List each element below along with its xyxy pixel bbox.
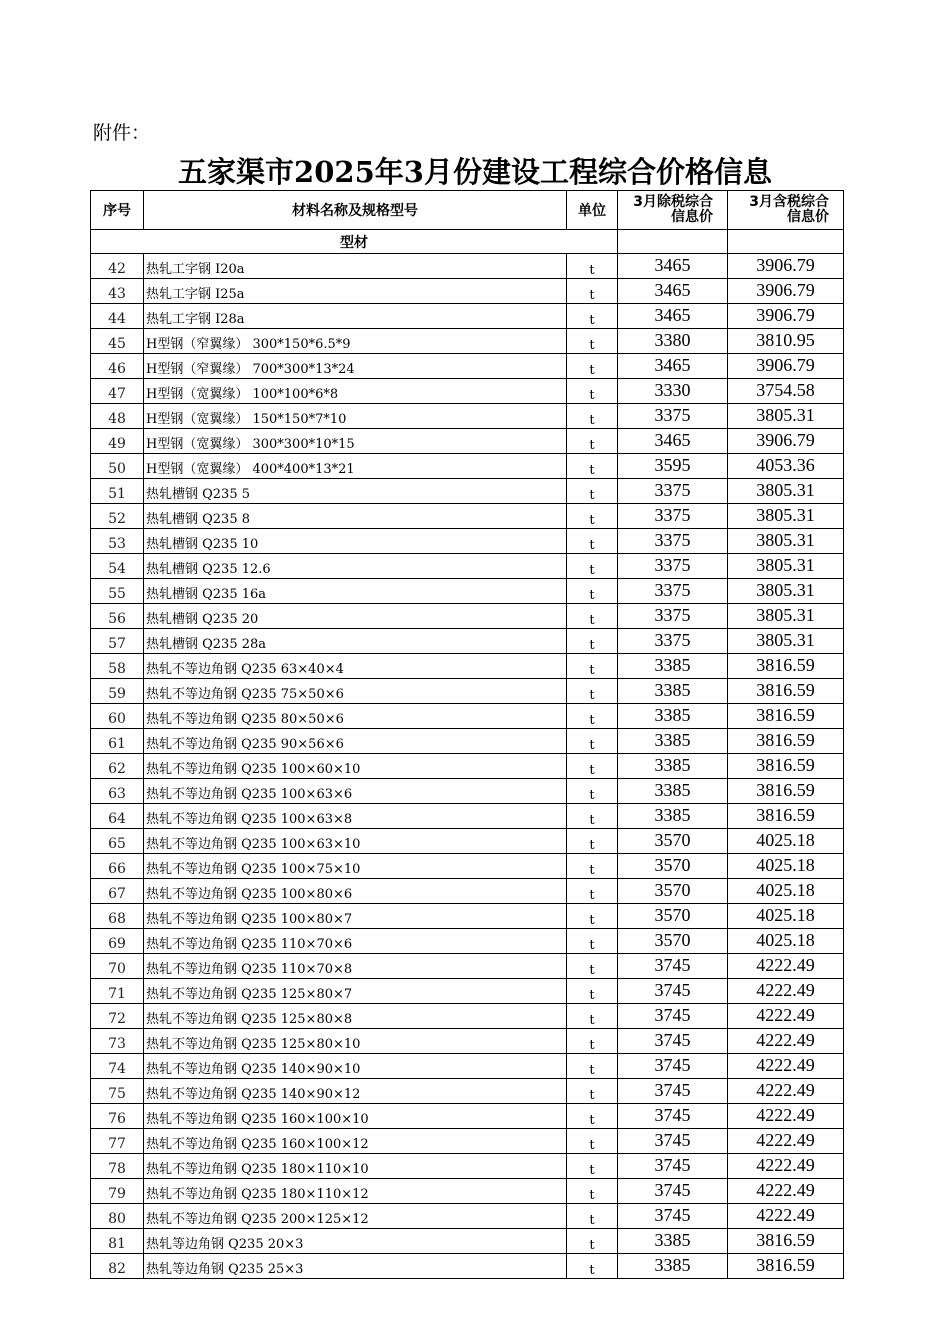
price-inc-tax: 3816.59: [728, 754, 844, 779]
unit: t: [567, 679, 618, 704]
price-inc-tax: 4222.49: [728, 1029, 844, 1054]
table-row: [91, 854, 844, 879]
price-ex-tax: 3375: [618, 504, 728, 529]
unit: t: [567, 379, 618, 404]
unit: t: [567, 1154, 618, 1179]
unit: t: [567, 1054, 618, 1079]
price-ex-tax: 3385: [618, 679, 728, 704]
row-number: 62: [91, 754, 144, 779]
price-inc-tax: 4222.49: [728, 1004, 844, 1029]
table-row: [91, 629, 844, 654]
unit: t: [567, 629, 618, 654]
table-row: [91, 429, 844, 454]
price-inc-tax: 3816.59: [728, 779, 844, 804]
table-row: [91, 929, 844, 954]
unit: t: [567, 279, 618, 304]
price-ex-tax: 3465: [618, 279, 728, 304]
price-inc-tax: 3805.31: [728, 579, 844, 604]
unit: t: [567, 404, 618, 429]
price-inc-tax: 3816.59: [728, 704, 844, 729]
table-row: [91, 904, 844, 929]
table-row: [91, 604, 844, 629]
table-row: [91, 529, 844, 554]
table-row: [91, 1004, 844, 1029]
material-name: 热轧不等边角钢 Q235 180×110×10: [144, 1154, 567, 1179]
header-no: 序号: [91, 191, 144, 230]
row-number: 58: [91, 654, 144, 679]
row-number: 57: [91, 629, 144, 654]
table-row: [91, 1229, 844, 1254]
table-row: [91, 329, 844, 354]
row-number: 75: [91, 1079, 144, 1104]
section-label: 型材: [91, 230, 618, 254]
table-row: [91, 279, 844, 304]
material-name: 热轧不等边角钢 Q235 125×80×7: [144, 979, 567, 1004]
unit: t: [567, 954, 618, 979]
row-number: 81: [91, 1229, 144, 1254]
row-number: 42: [91, 254, 144, 279]
price-inc-tax: 3906.79: [728, 354, 844, 379]
unit: t: [567, 479, 618, 504]
price-ex-tax: 3595: [618, 454, 728, 479]
table-row: [91, 1154, 844, 1179]
price-ex-tax: 3385: [618, 779, 728, 804]
material-name: 热轧不等边角钢 Q235 160×100×10: [144, 1104, 567, 1129]
price-ex-tax: 3375: [618, 479, 728, 504]
unit: t: [567, 879, 618, 904]
row-number: 51: [91, 479, 144, 504]
price-ex-tax: 3375: [618, 554, 728, 579]
price-inc-tax: 3805.31: [728, 554, 844, 579]
unit: t: [567, 1104, 618, 1129]
row-number: 55: [91, 579, 144, 604]
row-number: 77: [91, 1129, 144, 1154]
table-row: [91, 879, 844, 904]
material-name: 热轧不等边角钢 Q235 110×70×6: [144, 929, 567, 954]
price-ex-tax: 3745: [618, 1004, 728, 1029]
table-row: [91, 354, 844, 379]
price-ex-tax: 3745: [618, 1104, 728, 1129]
price-inc-tax: 4222.49: [728, 1079, 844, 1104]
row-number: 71: [91, 979, 144, 1004]
table-row: [91, 1129, 844, 1154]
price-inc-tax: 3754.58: [728, 379, 844, 404]
table-header-row: [91, 191, 844, 230]
attachment-label: 附件：: [93, 122, 151, 144]
row-number: 43: [91, 279, 144, 304]
price-ex-tax: 3570: [618, 854, 728, 879]
unit: t: [567, 504, 618, 529]
row-number: 68: [91, 904, 144, 929]
table-row: [91, 1029, 844, 1054]
price-ex-tax: 3745: [618, 1179, 728, 1204]
table-row: [91, 1104, 844, 1129]
table-row: [91, 454, 844, 479]
header-name: 材料名称及规格型号: [144, 191, 567, 230]
row-number: 47: [91, 379, 144, 404]
material-name: 热轧槽钢 Q235 16a: [144, 579, 567, 604]
price-ex-tax: 3745: [618, 1054, 728, 1079]
price-inc-tax: 3816.59: [728, 654, 844, 679]
price-ex-tax: 3465: [618, 254, 728, 279]
unit: t: [567, 1204, 618, 1229]
material-name: 热轧不等边角钢 Q235 80×50×6: [144, 704, 567, 729]
material-name: 热轧不等边角钢 Q235 75×50×6: [144, 679, 567, 704]
unit: t: [567, 904, 618, 929]
unit: t: [567, 454, 618, 479]
table-row: [91, 404, 844, 429]
price-ex-tax: 3465: [618, 429, 728, 454]
header-price-ex-tax-line2: 信息价: [671, 209, 713, 225]
material-name: 热轧不等边角钢 Q235 110×70×8: [144, 954, 567, 979]
row-number: 78: [91, 1154, 144, 1179]
price-ex-tax: 3385: [618, 1229, 728, 1254]
material-name: 热轧不等边角钢 Q235 140×90×12: [144, 1079, 567, 1104]
unit: t: [567, 329, 618, 354]
row-number: 67: [91, 879, 144, 904]
table-row: [91, 554, 844, 579]
row-number: 50: [91, 454, 144, 479]
unit: t: [567, 704, 618, 729]
row-number: 65: [91, 829, 144, 854]
price-ex-tax: 3745: [618, 1204, 728, 1229]
page-title: 五家渠市2025年3月份建设工程综合价格信息: [178, 155, 772, 189]
price-inc-tax: 4025.18: [728, 829, 844, 854]
row-number: 59: [91, 679, 144, 704]
table-row: [91, 1079, 844, 1104]
price-inc-tax: 3906.79: [728, 254, 844, 279]
price-inc-tax: 4025.18: [728, 879, 844, 904]
unit: t: [567, 1254, 618, 1279]
price-ex-tax: 3375: [618, 579, 728, 604]
table-row: [91, 704, 844, 729]
unit: t: [567, 604, 618, 629]
price-ex-tax: 3385: [618, 754, 728, 779]
price-ex-tax: 3745: [618, 1079, 728, 1104]
section-empty-cell: [728, 230, 844, 254]
table-row: [91, 679, 844, 704]
table-row: [91, 504, 844, 529]
table-row: [91, 829, 844, 854]
price-ex-tax: 3385: [618, 729, 728, 754]
unit: t: [567, 304, 618, 329]
unit: t: [567, 754, 618, 779]
price-inc-tax: 3805.31: [728, 629, 844, 654]
unit: t: [567, 929, 618, 954]
unit: t: [567, 654, 618, 679]
table-row: [91, 654, 844, 679]
unit: t: [567, 1179, 618, 1204]
header-price-inc-tax: [728, 191, 844, 230]
price-inc-tax: 3816.59: [728, 1254, 844, 1279]
price-ex-tax: 3380: [618, 329, 728, 354]
material-name: 热轧不等边角钢 Q235 100×63×10: [144, 829, 567, 854]
unit: t: [567, 979, 618, 1004]
unit: t: [567, 1129, 618, 1154]
material-name: 热轧工字钢 I28a: [144, 304, 567, 329]
row-number: 66: [91, 854, 144, 879]
row-number: 64: [91, 804, 144, 829]
price-inc-tax: 3805.31: [728, 404, 844, 429]
price-inc-tax: 3906.79: [728, 304, 844, 329]
unit: t: [567, 1229, 618, 1254]
section-row: [91, 230, 844, 254]
table-row: [91, 254, 844, 279]
unit: t: [567, 804, 618, 829]
row-number: 60: [91, 704, 144, 729]
price-inc-tax: 3805.31: [728, 479, 844, 504]
price-ex-tax: 3385: [618, 704, 728, 729]
price-inc-tax: 3816.59: [728, 729, 844, 754]
price-ex-tax: 3570: [618, 879, 728, 904]
table-row: [91, 804, 844, 829]
material-name: 热轧不等边角钢 Q235 100×80×6: [144, 879, 567, 904]
price-table: [90, 190, 844, 1279]
price-inc-tax: 4053.36: [728, 454, 844, 479]
price-ex-tax: 3745: [618, 1029, 728, 1054]
unit: t: [567, 854, 618, 879]
row-number: 69: [91, 929, 144, 954]
price-inc-tax: 4025.18: [728, 854, 844, 879]
unit: t: [567, 829, 618, 854]
row-number: 70: [91, 954, 144, 979]
price-ex-tax: 3745: [618, 1129, 728, 1154]
table-row: [91, 729, 844, 754]
material-name: 热轧槽钢 Q235 5: [144, 479, 567, 504]
unit: t: [567, 529, 618, 554]
material-name: 热轧不等边角钢 Q235 100×63×6: [144, 779, 567, 804]
price-ex-tax: 3375: [618, 629, 728, 654]
table-row: [91, 954, 844, 979]
price-ex-tax: 3570: [618, 929, 728, 954]
price-ex-tax: 3330: [618, 379, 728, 404]
price-ex-tax: 3745: [618, 954, 728, 979]
price-inc-tax: 3805.31: [728, 504, 844, 529]
price-inc-tax: 4025.18: [728, 929, 844, 954]
unit: t: [567, 1079, 618, 1104]
price-ex-tax: 3375: [618, 529, 728, 554]
material-name: H型钢（宽翼缘） 100*100*6*8: [144, 379, 567, 404]
table-row: [91, 479, 844, 504]
price-ex-tax: 3385: [618, 804, 728, 829]
header-price-inc-tax-line1: 3月含税综合: [749, 194, 829, 210]
row-number: 48: [91, 404, 144, 429]
row-number: 72: [91, 1004, 144, 1029]
material-name: 热轧不等边角钢 Q235 90×56×6: [144, 729, 567, 754]
material-name: 热轧槽钢 Q235 8: [144, 504, 567, 529]
price-inc-tax: 4222.49: [728, 1129, 844, 1154]
material-name: 热轧等边角钢 Q235 20×3: [144, 1229, 567, 1254]
header-price-ex-tax: [618, 191, 728, 230]
price-ex-tax: 3375: [618, 404, 728, 429]
material-name: H型钢（宽翼缘） 150*150*7*10: [144, 404, 567, 429]
material-name: 热轧不等边角钢 Q235 140×90×10: [144, 1054, 567, 1079]
row-number: 74: [91, 1054, 144, 1079]
price-inc-tax: 4222.49: [728, 1154, 844, 1179]
price-ex-tax: 3745: [618, 1154, 728, 1179]
material-name: 热轧槽钢 Q235 20: [144, 604, 567, 629]
material-name: 热轧不等边角钢 Q235 180×110×12: [144, 1179, 567, 1204]
table-row: [91, 979, 844, 1004]
table-row: [91, 304, 844, 329]
row-number: 54: [91, 554, 144, 579]
table-row: [91, 1179, 844, 1204]
table-row: [91, 779, 844, 804]
price-ex-tax: 3375: [618, 604, 728, 629]
table-row: [91, 1054, 844, 1079]
price-ex-tax: 3745: [618, 979, 728, 1004]
table-row: [91, 579, 844, 604]
price-inc-tax: 3816.59: [728, 1229, 844, 1254]
material-name: H型钢（宽翼缘） 300*300*10*15: [144, 429, 567, 454]
header-price-inc-tax-line2: 信息价: [787, 209, 829, 225]
table-row: [91, 1254, 844, 1279]
unit: t: [567, 429, 618, 454]
row-number: 63: [91, 779, 144, 804]
unit: t: [567, 729, 618, 754]
price-inc-tax: 3810.95: [728, 329, 844, 354]
material-name: 热轧不等边角钢 Q235 100×80×7: [144, 904, 567, 929]
row-number: 52: [91, 504, 144, 529]
row-number: 49: [91, 429, 144, 454]
price-ex-tax: 3570: [618, 904, 728, 929]
price-inc-tax: 4222.49: [728, 1204, 844, 1229]
header-unit: 单位: [567, 191, 618, 230]
price-inc-tax: 3805.31: [728, 529, 844, 554]
row-number: 73: [91, 1029, 144, 1054]
row-number: 80: [91, 1204, 144, 1229]
unit: t: [567, 1004, 618, 1029]
material-name: 热轧工字钢 I25a: [144, 279, 567, 304]
price-inc-tax: 4222.49: [728, 1179, 844, 1204]
unit: t: [567, 354, 618, 379]
row-number: 53: [91, 529, 144, 554]
material-name: H型钢（宽翼缘） 400*400*13*21: [144, 454, 567, 479]
material-name: 热轧不等边角钢 Q235 100×63×8: [144, 804, 567, 829]
price-ex-tax: 3465: [618, 354, 728, 379]
material-name: 热轧不等边角钢 Q235 125×80×8: [144, 1004, 567, 1029]
price-inc-tax: 3805.31: [728, 604, 844, 629]
material-name: H型钢（窄翼缘） 300*150*6.5*9: [144, 329, 567, 354]
price-ex-tax: 3385: [618, 654, 728, 679]
table-row: [91, 379, 844, 404]
row-number: 44: [91, 304, 144, 329]
material-name: 热轧不等边角钢 Q235 125×80×10: [144, 1029, 567, 1054]
row-number: 61: [91, 729, 144, 754]
price-ex-tax: 3570: [618, 829, 728, 854]
row-number: 45: [91, 329, 144, 354]
price-inc-tax: 4222.49: [728, 979, 844, 1004]
price-inc-tax: 4222.49: [728, 1104, 844, 1129]
header-price-ex-tax-line1: 3月除税综合: [633, 194, 713, 210]
price-inc-tax: 3816.59: [728, 679, 844, 704]
row-number: 79: [91, 1179, 144, 1204]
price-inc-tax: 4222.49: [728, 954, 844, 979]
material-name: H型钢（窄翼缘） 700*300*13*24: [144, 354, 567, 379]
price-inc-tax: 4222.49: [728, 1054, 844, 1079]
section-empty-cell: [618, 230, 728, 254]
price-inc-tax: 4025.18: [728, 904, 844, 929]
table-row: [91, 1204, 844, 1229]
unit: t: [567, 579, 618, 604]
price-ex-tax: 3465: [618, 304, 728, 329]
row-number: 46: [91, 354, 144, 379]
material-name: 热轧槽钢 Q235 12.6: [144, 554, 567, 579]
price-inc-tax: 3906.79: [728, 429, 844, 454]
unit: t: [567, 1029, 618, 1054]
unit: t: [567, 254, 618, 279]
unit: t: [567, 554, 618, 579]
unit: t: [567, 779, 618, 804]
price-inc-tax: 3906.79: [728, 279, 844, 304]
material-name: 热轧不等边角钢 Q235 63×40×4: [144, 654, 567, 679]
material-name: 热轧槽钢 Q235 28a: [144, 629, 567, 654]
material-name: 热轧不等边角钢 Q235 200×125×12: [144, 1204, 567, 1229]
row-number: 82: [91, 1254, 144, 1279]
material-name: 热轧工字钢 I20a: [144, 254, 567, 279]
price-inc-tax: 3816.59: [728, 804, 844, 829]
material-name: 热轧等边角钢 Q235 25×3: [144, 1254, 567, 1279]
material-name: 热轧不等边角钢 Q235 100×60×10: [144, 754, 567, 779]
material-name: 热轧不等边角钢 Q235 160×100×12: [144, 1129, 567, 1154]
material-name: 热轧不等边角钢 Q235 100×75×10: [144, 854, 567, 879]
row-number: 76: [91, 1104, 144, 1129]
price-ex-tax: 3385: [618, 1254, 728, 1279]
row-number: 56: [91, 604, 144, 629]
material-name: 热轧槽钢 Q235 10: [144, 529, 567, 554]
table-row: [91, 754, 844, 779]
